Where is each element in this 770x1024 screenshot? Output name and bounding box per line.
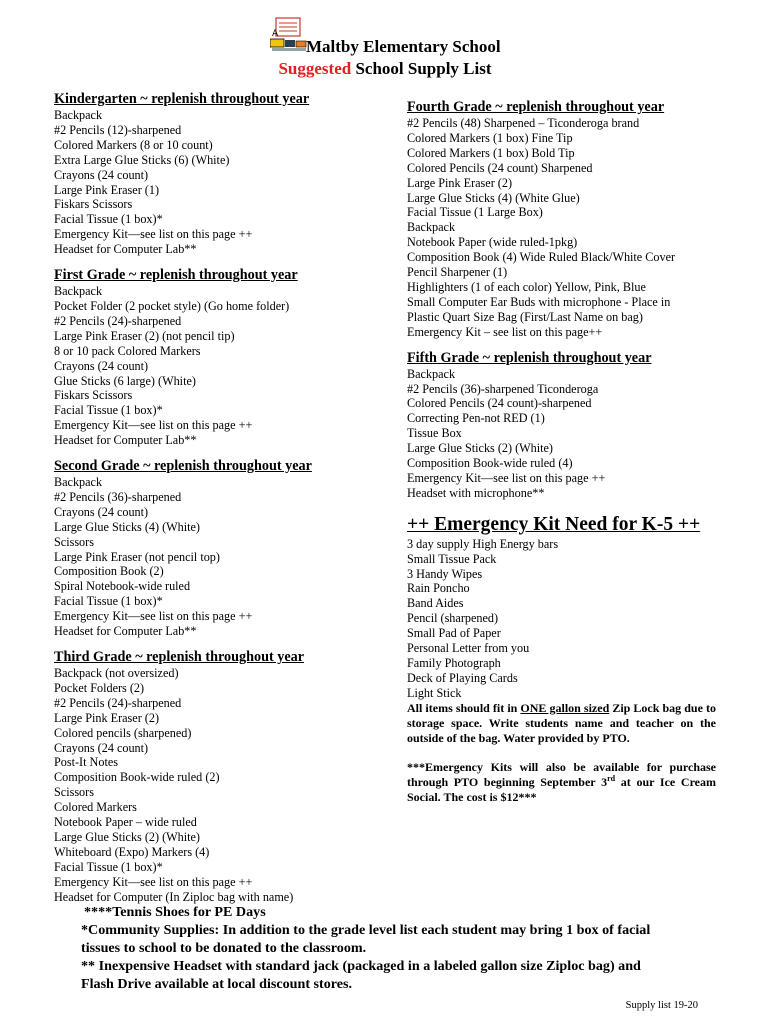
list-item: Crayons (24 count) (54, 167, 149, 182)
list-item: Backpack (54, 284, 103, 299)
list-item: Composition Book-wide ruled (4) (407, 456, 573, 471)
list-item: Composition Book-wide ruled (2) (54, 770, 220, 785)
list-item: Highlighters (1 of each color) Yellow, Pink, Blue (407, 279, 646, 294)
emergency-kit-section (407, 513, 719, 805)
list-item: 3 day supply High Energy bars (407, 536, 559, 551)
emergency-kit-purchase-note (407, 760, 716, 805)
list-item: Plastic Quart Size Bag (First/Last Name on bag) (407, 309, 643, 324)
right-column (407, 99, 719, 805)
bag-note-post: Zip Lock bag due to storage space. Write students name and teacher on the outside of the bag. Water provided by PTO. (407, 700, 716, 745)
list-item: Pencil Sharpener (1) (407, 265, 508, 280)
list-item: Large Glue Sticks (2) (White) (407, 441, 553, 456)
list-item: Post-It Notes (54, 755, 118, 770)
first-grade-list (54, 284, 384, 448)
footer-community-supplies-cont: tissues to school to be donated to the classroom. (81, 940, 367, 956)
list-item: Backpack (54, 475, 103, 490)
list-item: #2 Pencils (24)-sharpened (54, 695, 182, 710)
third-grade-section (54, 649, 384, 905)
first-grade-section (54, 267, 384, 448)
list-item: Headset for Computer Lab** (54, 242, 197, 257)
kindergarten-section (54, 91, 384, 257)
list-item: Composition Book (4) Wide Ruled Black/White Cover (407, 250, 676, 265)
list-item: Large Glue Sticks (2) (White) (54, 829, 200, 844)
list-item: Emergency Kit—see list on this page ++ (54, 418, 253, 433)
third-grade-list (54, 666, 384, 905)
list-item: Composition Book (2) (54, 564, 164, 579)
list-item: Large Pink Eraser (2) (407, 175, 513, 190)
footer-tennis-shoes: ****Tennis Shoes for PE Days (84, 904, 266, 920)
list-item: Backpack (407, 220, 456, 235)
list-item: Extra Large Glue Sticks (6) (White) (54, 152, 230, 167)
list-item: Correcting Pen-not RED (1) (407, 411, 545, 426)
svg-text:A: A (272, 29, 279, 39)
emergency-kit-title: ++ Emergency Kit Need for K-5 ++ (407, 513, 701, 535)
kindergarten-title: Kindergarten ~ replenish throughout year (54, 91, 310, 107)
list-item: Small Pad of Paper (407, 626, 501, 641)
second-grade-title: Second Grade ~ replenish throughout year (54, 458, 312, 475)
list-item: Fiskars Scissors (54, 197, 133, 212)
list-item: Emergency Kit—see list on this page ++ (54, 609, 253, 624)
list-item: Headset for Computer Lab** (54, 624, 197, 639)
footer-headset-note-cont: Flash Drive available at local discount stores. (81, 976, 353, 992)
list-item: #2 Pencils (12)-sharpened (54, 122, 182, 137)
list-item: Large Pink Eraser (1) (54, 182, 160, 197)
list-item: Pocket Folders (2) (54, 680, 145, 695)
list-item: Notebook Paper (wide ruled-1pkg) (407, 235, 578, 250)
footer-community-supplies: *Community Supplies: In addition to the grade level list each student may bring 1 box of facial (81, 922, 651, 938)
emergency-kit-bag-note (407, 701, 716, 746)
list-item: Facial Tissue (1 Large Box) (407, 205, 543, 220)
list-item: Crayons (24 count) (54, 358, 149, 373)
list-item: 8 or 10 pack Colored Markers (54, 343, 201, 358)
school-supplies-logo (270, 16, 308, 54)
list-title (0, 59, 770, 79)
list-item: Backpack (not oversized) (54, 666, 179, 680)
list-item: Facial Tissue (1 box)* (54, 212, 163, 227)
list-item: Pocket Folder (2 pocket style) (Go home folder) (54, 298, 290, 313)
fourth-grade-section (407, 99, 719, 340)
list-item: Colored Markers (8 or 10 count) (54, 137, 213, 152)
list-item: Scissors (54, 785, 94, 800)
list-item: Headset with microphone** (407, 485, 545, 500)
list-item: Headset for Computer (In Ziploc bag with name) (54, 889, 294, 904)
list-item: Backpack (54, 108, 103, 122)
list-item: Large Glue Sticks (4) (White Glue) (407, 190, 580, 205)
list-item: Spiral Notebook-wide ruled (54, 579, 191, 594)
second-grade-section (54, 458, 384, 639)
list-item: Scissors (54, 534, 94, 549)
list-item: Emergency Kit—see list on this page ++ (54, 227, 253, 242)
list-item: Headset for Computer Lab** (54, 433, 197, 448)
list-item: Glue Sticks (6 large) (White) (54, 373, 196, 388)
list-item: #2 Pencils (24)-sharpened (54, 313, 182, 328)
list-item: Pencil (sharpened) (407, 611, 499, 626)
document-id: Supply list 19-20 (625, 1000, 698, 1011)
fourth-grade-list (407, 116, 719, 340)
list-item: Backpack (407, 366, 456, 381)
list-item: Colored pencils (sharpened) (54, 725, 192, 740)
list-item: Facial Tissue (1 box)* (54, 403, 163, 418)
list-item: Colored Pencils (24 count)-sharpened (407, 396, 592, 411)
list-item: #2 Pencils (36)-sharpened (54, 489, 182, 504)
list-item: Notebook Paper – wide ruled (54, 815, 197, 830)
left-column (54, 91, 384, 905)
list-item: Large Glue Sticks (4) (White) (54, 519, 200, 534)
list-item: Emergency Kit—see list on this page ++ (54, 874, 253, 889)
emergency-kit-list (407, 537, 719, 701)
list-item: Tissue Box (407, 426, 462, 441)
list-item: Facial Tissue (1 box)* (54, 594, 163, 609)
footer-notes (81, 903, 711, 993)
fifth-grade-title: Fifth Grade ~ replenish throughout year (407, 349, 652, 366)
list-item: Whiteboard (Expo) Markers (4) (54, 844, 210, 859)
bag-note-underlined: ONE gallon sized (520, 700, 610, 715)
purchase-note-sup: rd (607, 773, 616, 783)
list-item: Fiskars Scissors (54, 388, 133, 403)
list-item: Facial Tissue (1 box)* (54, 859, 163, 874)
list-item: Light Stick (407, 685, 462, 700)
list-item: Colored Markers (54, 800, 137, 815)
purchase-note-pre: ***Emergency Kits will also be available for purchase through PTO beginning September 3 (407, 759, 716, 789)
list-item: 3 Handy Wipes (407, 566, 483, 581)
purchase-note-post: at our Ice Cream Social. The cost is $12*** (407, 774, 717, 804)
list-item: Band Aides (407, 596, 464, 611)
list-item: Crayons (24 count) (54, 504, 149, 519)
list-item: Personal Letter from you (407, 641, 530, 656)
fifth-grade-list (407, 367, 719, 501)
list-item: Small Computer Ear Buds with microphone - Place in (407, 294, 671, 309)
list-item: Large Pink Eraser (not pencil top) (54, 549, 220, 564)
second-grade-list (54, 475, 384, 639)
bag-note-pre: All items should fit in (407, 700, 521, 715)
list-item: #2 Pencils (48) Sharpened – Ticonderoga brand (407, 116, 640, 130)
list-item: Crayons (24 count) (54, 740, 149, 755)
list-item: Colored Markers (1 box) Bold Tip (407, 145, 575, 160)
school-name: Maltby Elementary School (306, 37, 501, 56)
list-title-rest: School Supply List (351, 59, 492, 78)
list-item: Large Pink Eraser (2) (not pencil tip) (54, 328, 235, 343)
list-item: Emergency Kit—see list on this page ++ (407, 470, 606, 485)
fifth-grade-section (407, 350, 719, 501)
list-item: Emergency Kit – see list on this page++ (407, 324, 603, 339)
list-item: Colored Pencils (24 count) Sharpened (407, 160, 593, 175)
footer-headset-note: ** Inexpensive Headset with standard jack (packaged in a labeled gallon size Ziploc bag) and (81, 958, 641, 974)
fourth-grade-title: Fourth Grade ~ replenish throughout year (407, 99, 665, 115)
list-item: Deck of Playing Cards (407, 670, 518, 685)
list-item: Family Photograph (407, 656, 501, 670)
list-item: Small Tissue Pack (407, 551, 497, 566)
list-item: #2 Pencils (36)-sharpened Ticonderoga (407, 381, 599, 396)
list-title-suggested: Suggested (278, 59, 352, 78)
first-grade-title: First Grade ~ replenish throughout year (54, 267, 298, 284)
list-item: Rain Poncho (407, 581, 470, 596)
third-grade-title: Third Grade ~ replenish throughout year (54, 649, 305, 665)
kindergarten-list (54, 108, 384, 257)
list-item: Large Pink Eraser (2) (54, 710, 160, 725)
list-item: Colored Markers (1 box) Fine Tip (407, 130, 573, 145)
